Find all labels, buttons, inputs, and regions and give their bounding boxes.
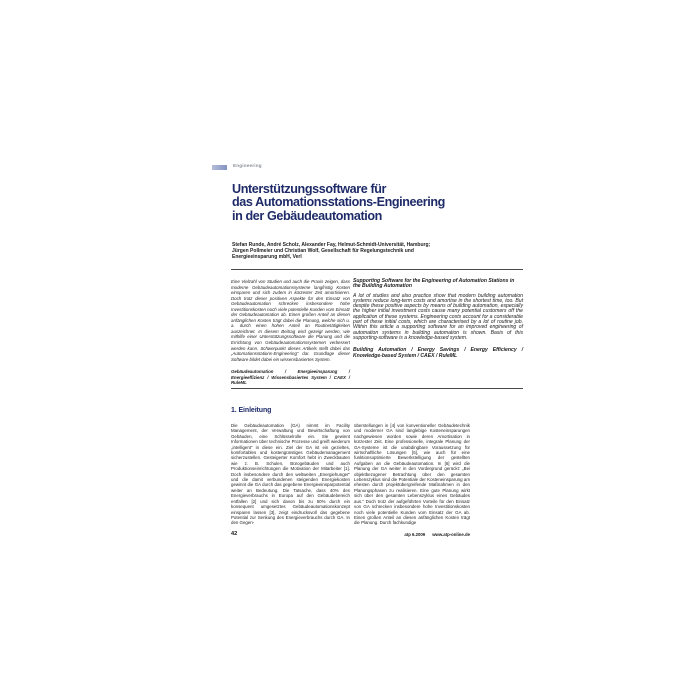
article-title (232, 183, 532, 223)
keywords-english: Building Automation / Energy Savings / Energy Efficiency / Knowledge-based System / CAEX / RuleML (353, 347, 523, 359)
section-heading-einleitung: 1. Einleitung (231, 407, 272, 414)
divider-top (231, 269, 523, 270)
category-bar-icon (212, 165, 227, 170)
abstract-german-text: Eine Vielzahl von Studien und auch die Praxis zeigen, dass moderne Gebäudeautomationssysteme langfristig Kosten einsparen und sich zudem in kürzester Zeit amortisieren. Doch trotz dieser positiven Aspekte für den Einsatz von Gebäudeautomation schrecken insbesondere hohe Investitionskosten noch viele potentielle Kunden vom Einsatz der Gebäudeautomation ab. Einen großen Anteil an diesen anfänglichen Kosten trägt dabei die Planung, welche sich u. a. durch einen hohen Anteil an Routinetätigkeiten auszeichnet. In diesem Beitrag wird gezeigt werden, wie mithilfe einer Unterstützungssoftware die Planung und die Errichtung von Gebäudeautomationssystemen verbessert werden kann. Schwerpunkt dieses Artikels stellt dabei das „Automationsstations-Engineering“ dar. Grundlage dieser Software bildet dabei ein wissensbasiertes System. (231, 279, 350, 362)
author-line-2: Jürgen Pollmeier und Christian Wolf, Gesellschaft für Regelungstechnik und (232, 248, 414, 254)
category-label: Engineering (233, 163, 262, 168)
author-line-1: Stefan Runde, André Scholz, Alexander Fay, Helmut-Schmidt-Universität, Hamburg; (232, 242, 431, 248)
author-line-3: Energieeinsparung mbH, Verl (232, 254, 302, 260)
body-column-right (354, 423, 470, 526)
body-text-right: überstellungen in [4] von konventioneller Gebäudetechnik und moderner GA sind langlebige Kosteneinsparungen nachgewiesen worden sowie deren Amortisation in kürzester Zeit. Eine professionelle, integrale Planung der GA-Systeme ist die unabdingbare Voraussetzung für wirtschaftliche Lösungen [5], wie auch für eine funktionsoptimierte Bewerkstelligung der gestellten Aufgaben an die Gebäudeautomation. In [6] wird die Planung der GA weiter in den Vordergrund gerückt: „Bei objektbezogener Betrachtung über den gesamten Lebenszyklus sind die Potentiale der Kosteneinsparung am ehesten durch projektübergreifende Maßnahmen in den Planungsphasen zu realisieren. Eine gute Planung wirkt sich über den gesamten Lebenszyklus eines Gebäudes aus.“ Doch trotz der aufgeführten Vorteile für den Einsatz von GA schrecken insbesondere hohe Investitionskosten noch viele potentielle Kunden vom Einsatz der GA ab. Einen großen Anteil an diesen anfänglichen Kosten trägt die Planung. Durch fachkundige (354, 423, 470, 526)
abstract-english-title: Supporting Software for the Engineering of Automation Stations in the Building Automation (353, 278, 515, 290)
article-title-line-1: Unterstützungssoftware für (232, 182, 387, 196)
keywords-german: Gebäudeautomation / Energieeinsparung / Energieeffizienz / Wissensbasiertes System / CAEX / RuleML (231, 369, 350, 386)
footer-journal-info (404, 532, 470, 537)
divider-bottom (231, 388, 523, 389)
page-number: 42 (231, 531, 238, 537)
body-column-left (231, 423, 350, 526)
journal-website: www.atp-online.de (432, 532, 470, 537)
body-text-left: Die Gebäudeautomation (GA) nimmt im Facility Management, der Verwaltung und Bewirtschaftung von Gebäuden, eine Schlüsselrolle ein. Sie gewinnt Informationen über technische Prozesse und greift wiederum „intelligent“ in diese ein. Ziel der GA ist ein gezieltes, komfortables und kostengünstiges Gebäudemanagement sicherzustellen. Gesteigerter Komfort hebt in Zweckbauten wie z. B. Schulen, Bürogebäuden und auch Produktionseinrichtungen die Motivation der Mitarbeiter [1]. Doch insbesondere durch den weltweiten „Energiehunger“ und die damit verbundenen steigenden Energiekosten gewinnt die GA durch das gegebene Energieeinsparpotential weiter an Bedeutung. Die Tatsache, dass 40% des Energieverbrauchs in Europa auf den Gebäudebereich entfallen [2] und sich davon bis zu 50% durch ein konsequent umgesetztes Gebäudeautomationskonzept einsparen lassen [3], zeigt eindrucksvoll das gegebene Potential zur Senkung des Energieverbrauchs durch GA. In den Gegen- (231, 423, 350, 526)
abstract-english (353, 279, 523, 359)
article-title-line-2: das Automationsstations-Engineering (232, 195, 445, 210)
abstract-german (231, 279, 350, 386)
author-list (232, 242, 492, 260)
article-title-line-3: in der Gebäudeautomation (232, 208, 382, 223)
abstract-english-text: A lot of studies and also practice show that modern building automation systems reduce long-term costs and amortise in the shortest time, too. But despite these positive aspects by means of building automation, especially the higher initial investment costs cause many potential customers off the application of these systems. Engineering costs account for a considerable part of these initial costs, which are characterised by a lot of routine job. Within this article a supporting software for an improved engineering of automation systems in building automation is shown. Basis of this supporting-software is a knowledge-based system. (353, 292, 523, 341)
journal-issue: atp 6.2009 (404, 532, 426, 537)
